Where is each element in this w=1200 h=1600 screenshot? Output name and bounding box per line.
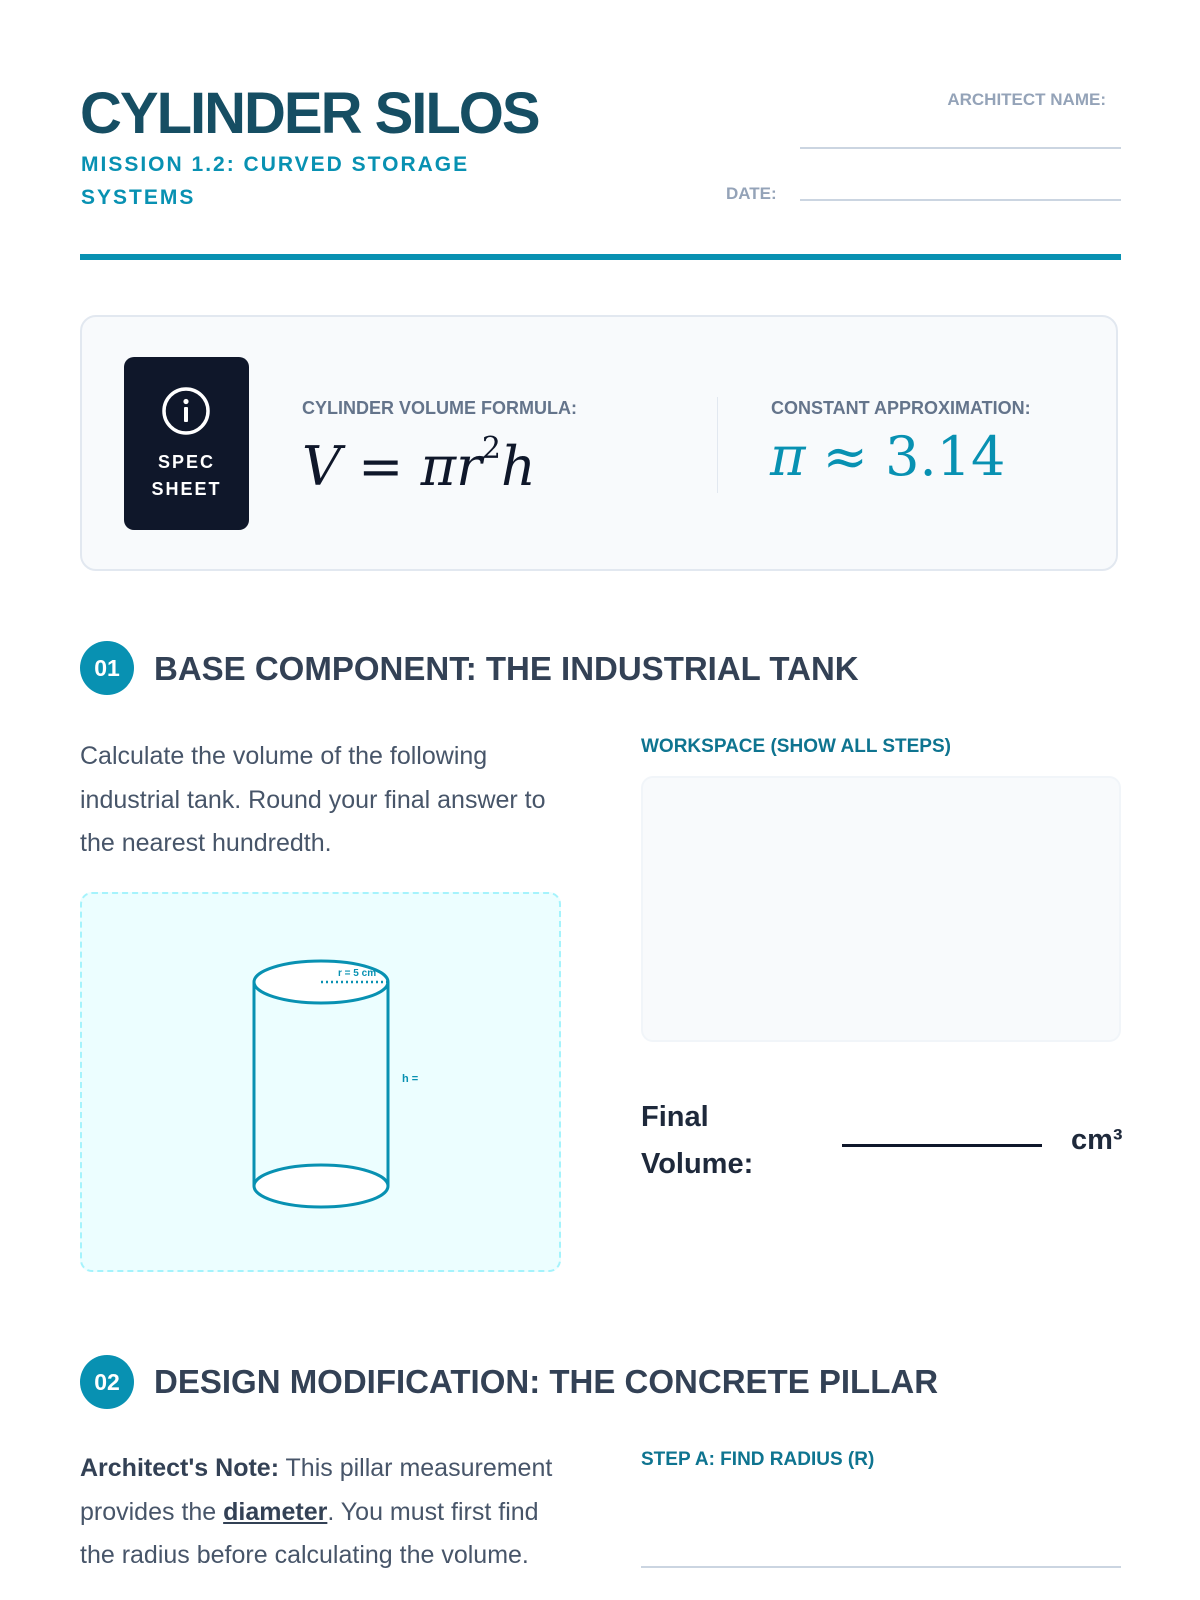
architect-note: Architect's Note: This pillar measurement provides the diameter. You must first find the radius before calculating the volume.: [80, 1454, 553, 1569]
cylinder-diagram: [80, 892, 561, 1272]
info-icon: [161, 386, 211, 436]
radius-answer-field[interactable]: [641, 1566, 1121, 1568]
pi-constant: π ≈ 3.14: [770, 425, 1006, 488]
architect-name-label: ARCHITECT NAME:: [947, 90, 1106, 109]
date-field[interactable]: [800, 199, 1121, 201]
page-title: CYLINDER SILOS: [80, 81, 539, 146]
date-label: DATE:: [726, 184, 777, 203]
volume-unit: cm³: [1071, 1124, 1123, 1156]
workspace-label: WORKSPACE (SHOW ALL STEPS): [641, 736, 951, 757]
radius-label: r = 5 cm: [338, 968, 377, 979]
section-title: DESIGN MODIFICATION: THE CONCRETE PILLAR: [154, 1363, 939, 1400]
workspace-area[interactable]: [641, 776, 1121, 1042]
section-number-badge: 01: [80, 641, 134, 695]
spec-sheet-badge-text: SPEC SHEET: [151, 452, 222, 499]
step-a-label: STEP A: FIND RADIUS (R): [641, 1449, 875, 1470]
constant-label: CONSTANT APPROXIMATION:: [771, 398, 1031, 418]
formula-label: CYLINDER VOLUME FORMULA:: [302, 398, 577, 418]
architect-name-field[interactable]: [800, 147, 1121, 149]
spec-divider: [717, 397, 718, 493]
final-volume-label: Final Volume:: [641, 1101, 754, 1180]
section-number-badge: 02: [80, 1355, 134, 1409]
header-divider: [80, 254, 1121, 260]
volume-formula: $V = \pi r^2h$: [302, 431, 536, 498]
height-label: h =: [402, 1073, 419, 1085]
instructions-text: Calculate the volume of the following industrial tank. Round your final answer to the nearest hundredth.: [80, 742, 546, 857]
spec-sheet-badge: [124, 357, 249, 530]
section-title: BASE COMPONENT: THE INDUSTRIAL TANK: [154, 650, 859, 687]
final-volume-answer-field[interactable]: [842, 1144, 1042, 1147]
mission-subtitle: MISSION 1.2: CURVED STORAGE SYSTEMS: [81, 153, 470, 209]
